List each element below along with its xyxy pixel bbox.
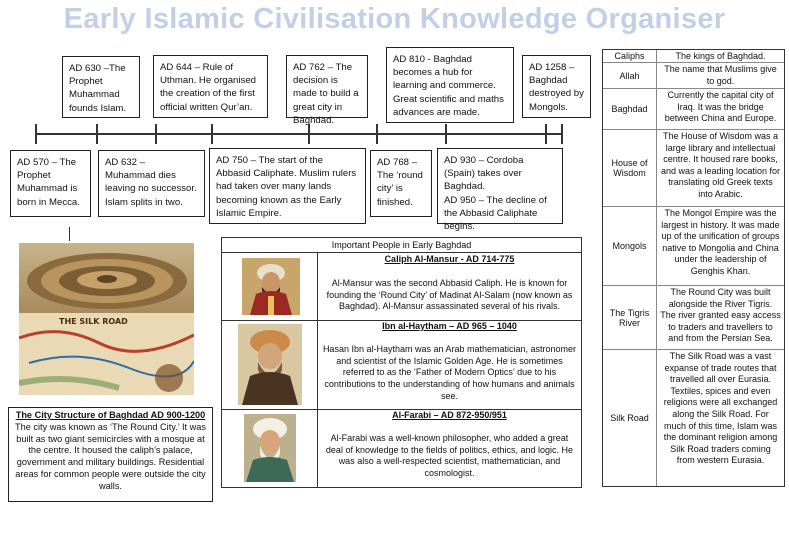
timeline-tick: [545, 124, 547, 144]
al-mansur-portrait: [242, 258, 300, 315]
glossary-row: [603, 207, 784, 286]
event-text: AD 950 – The decline of the Abbasid Caliphate begins.: [444, 194, 547, 233]
glossary-term: Baghdad: [603, 89, 657, 129]
people-heading: Important People in Early Baghdad: [222, 238, 581, 253]
event-text: AD 644 – Rule of Uthman. He organised the creation of the first official written Qur’an.: [160, 62, 256, 113]
glossary-term: Mongols: [603, 207, 657, 285]
important-people-table: [221, 237, 582, 488]
timeline-axis: [35, 133, 563, 135]
timeline-event-750: [209, 148, 366, 224]
person-name: Ibn al-Haytham – AD 965 – 1040: [382, 321, 517, 331]
event-text: AD 570 – The Prophet Muhammad is born in Mecca.: [17, 157, 80, 208]
ibn-al-haytham-portrait: [238, 324, 302, 405]
map-label: THE SILK ROAD: [59, 317, 128, 326]
timeline-event-644: [153, 55, 268, 118]
glossary-term: Silk Road: [603, 350, 657, 486]
timeline-tick: [35, 124, 37, 144]
event-text: AD 930 – Cordoba (Spain) takes over Baghdad.: [444, 155, 524, 193]
person-row: [222, 253, 581, 321]
page-title: Early Islamic Civilisation Knowledge Organiser: [63, 3, 726, 35]
person-name: Caliph Al-Mansur - AD 714-775: [384, 254, 515, 264]
glossary-term: Caliphs: [603, 50, 657, 62]
person-row: [222, 320, 581, 410]
timeline-event-1258: [522, 55, 591, 118]
glossary-term: Allah: [603, 63, 657, 88]
event-text: AD 762 – The decision is made to build a great city in Baghdad.: [293, 62, 359, 126]
city-structure-text: The city was known as ‘The Round City.’ It was built as two giant semicircles with a mosque at the centre. It housed the caliph’s palace, government and military buildings. Residential areas for common people were outside the city walls.: [15, 421, 206, 491]
glossary-row: [603, 130, 784, 207]
timeline-tick: [445, 124, 447, 144]
event-text: AD 810 - Baghdad becomes a hub for learning and commerce. Great scientific and maths advances are made.: [393, 54, 504, 118]
event-text: AD 632 – Muhammad dies leaving no successor. Islam splits in two.: [105, 157, 197, 208]
person-row: [222, 409, 581, 487]
timeline-event-762: [286, 55, 368, 126]
glossary-term: House of Wisdom: [603, 130, 657, 206]
glossary-definition: The Round City was built alongside the River Tigris. The river granted easy access to traders and travellers to and from the Persian Sea.: [660, 287, 781, 344]
timeline-tick: [96, 124, 98, 144]
person-description: Hasan Ibn al-Haytham was an Arab mathematician, astronomer and scientist of the Islamic Golden Age. He is sometimes referred to as the ‘Father of Modern Optics’ due to his contributions to the understanding of how humans and animals see.: [322, 343, 577, 401]
glossary-definition: The kings of Baghdad.: [675, 51, 766, 61]
timeline-event-632: [98, 150, 205, 217]
person-description: Al-Mansur was the second Abbasid Caliph. He is known for founding the ‘Round City’ of Madinat Al-Salam (now known as Baghdad). Al-Mansur assassinated several of his rivals.: [326, 277, 573, 312]
portrait-frame: [222, 253, 318, 320]
portrait-frame: [222, 409, 318, 487]
glossary-table: [602, 49, 785, 487]
timeline-tick: [155, 124, 157, 144]
timeline-tick: [561, 124, 563, 144]
timeline-event-630: [62, 56, 140, 118]
glossary-definition: Currently the capital city of Iraq. It was the bridge between China and Europe.: [664, 90, 777, 124]
timeline-tick: [211, 124, 213, 144]
round-city-illustration: [19, 243, 194, 395]
event-text: AD 1258 – Baghdad destroyed by Mongols.: [529, 62, 584, 113]
timeline-tick: [376, 124, 378, 144]
city-structure-heading: The City Structure of Baghdad AD 900-1200: [15, 410, 206, 420]
event-text: AD 768 – The ‘round city’ is finished.: [377, 157, 423, 208]
timeline-event-768: [370, 150, 432, 217]
glossary-row: [603, 89, 784, 130]
glossary-header-row: [603, 50, 784, 63]
glossary-definition: The Mongol Empire was the largest in history. It was made up of the unification of groups native to Mongolia and China under the leadership of Genghis Khan.: [661, 208, 780, 276]
glossary-definition: The House of Wisdom was a large library and intellectual centre. It housed rare books, and was a leading location for translating old Greek texts into Arabic.: [660, 131, 781, 199]
timeline-event-810: [386, 47, 514, 123]
event-text: AD 630 –The Prophet Muhammad founds Islam.: [69, 63, 127, 114]
glossary-row: [603, 350, 784, 486]
glossary-row: [603, 63, 784, 89]
event-text: AD 750 – The start of the Abbasid Caliphate. Muslim rulers had taken over many lands becoming known as the Early Islamic Empire.: [216, 155, 357, 219]
timeline-event-570: [10, 150, 91, 217]
glossary-definition: The name that Muslims give to god.: [664, 64, 777, 86]
portrait-frame: [222, 320, 318, 409]
glossary-row: [603, 286, 784, 350]
person-description: Al-Farabi was a well-known philosopher, who added a great deal of knowledge to the fields of politics, ethics, and logic. He was also a well-respected scientist, mathematician, and cosmologist.: [325, 432, 574, 479]
al-farabi-portrait: [244, 414, 296, 482]
connector-line: [69, 227, 70, 241]
person-name: Al-Farabi – AD 872-950/951: [392, 410, 507, 420]
glossary-definition: The Silk Road was a vast expanse of trade routes that travelled all over Eurasia. Textiles, spices and even religions were all exchanged along the Silk Road. For much of this time, Islam was the dominant religion among Silk Road traders coming from western Eurasia.: [663, 351, 778, 466]
timeline-event-930: [437, 148, 563, 233]
city-structure-box: [8, 407, 213, 502]
glossary-term: The Tigris River: [603, 286, 657, 349]
